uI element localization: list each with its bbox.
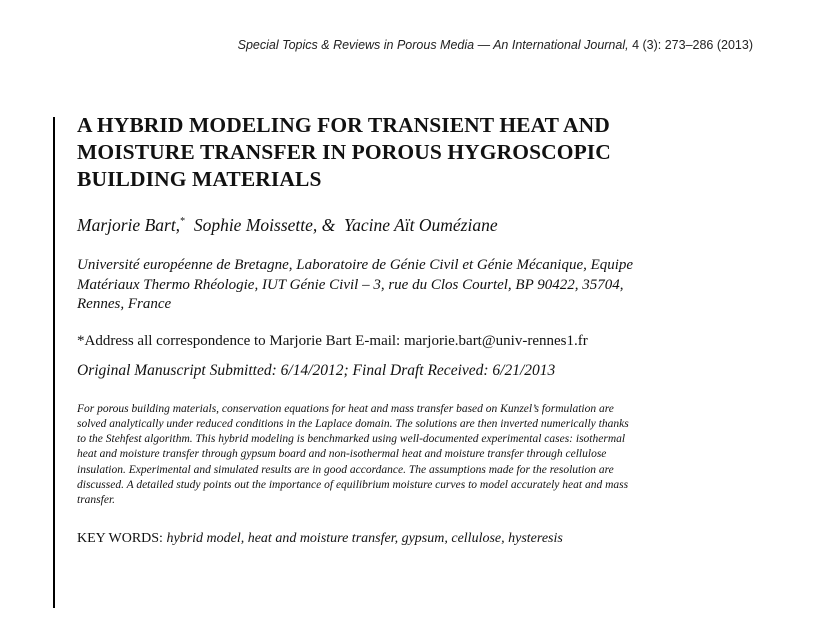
title-line: A HYBRID MODELING FOR TRANSIENT HEAT AND (77, 113, 610, 137)
author-name: Yacine Aït Ouméziane (344, 215, 498, 235)
author-name: Marjorie Bart, (77, 215, 181, 235)
abstract-line: For porous building materials, conservation equations for heat and mass transfer based on Kunzel’s formulation are (77, 402, 614, 415)
abstract-line: to the Stehfest algorithm. This hybrid modeling is benchmarked using well-documented experimental cases: isothermal (77, 433, 626, 446)
author-name: Sophie Moissette, (193, 215, 318, 235)
abstract-line: discussed. A detailed study points out the importance of equilibrium moisture curves to model accurately heat and mass (77, 478, 629, 491)
corresponding-author-mark: * (180, 216, 186, 228)
affiliation-line: Rennes, France (77, 296, 172, 312)
affiliation-line: Matériaux Thermo Rhéologie, IUT Génie Civil – 3, rue du Clos Courtel, BP 90422, 35704, (77, 276, 624, 293)
abstract-line: solved analytically under reduced conditions in the Laplace domain. The solutions are then inverted numerically thanks (77, 417, 629, 430)
vertical-rule (53, 117, 55, 608)
correspondence-note: *Address all correspondence to Marjorie Bart E-mail: marjorie.bart@univ-rennes1.fr (77, 332, 588, 349)
title-line: BUILDING MATERIALS (77, 167, 322, 191)
abstract-line: transfer. (77, 494, 116, 507)
affiliation-line: Université européenne de Bretagne, Laboratoire de Génie Civil et Génie Mécanique, Equipe (77, 257, 634, 273)
abstract (77, 402, 729, 509)
article-front-matter (77, 112, 767, 547)
keywords-label: KEY WORDS: (77, 530, 163, 546)
author-separator: & (321, 215, 336, 235)
paper-title (77, 112, 767, 193)
journal-name: Special Topics & Reviews in Porous Media — An International Journal, (237, 38, 629, 52)
author-list (77, 215, 767, 236)
journal-citation: 4 (3): 273–286 (2013) (632, 38, 753, 52)
keywords-list: hybrid model, heat and moisture transfer, gypsum, cellulose, hysteresis (166, 530, 563, 546)
abstract-line: insulation. Experimental and simulated results are in good accordance. The assumptions made for the resolution are (77, 463, 614, 476)
keywords (77, 531, 767, 547)
title-line: MOISTURE TRANSFER IN POROUS HYGROSCOPIC (77, 140, 611, 164)
manuscript-dates: Original Manuscript Submitted: 6/14/2012; Final Draft Received: 6/21/2013 (77, 361, 556, 379)
abstract-line: heat and moisture transfer through gypsum board and non-isothermal heat and moisture transfer through cellulose (77, 448, 607, 461)
affiliation (77, 256, 767, 315)
journal-header (238, 38, 753, 52)
